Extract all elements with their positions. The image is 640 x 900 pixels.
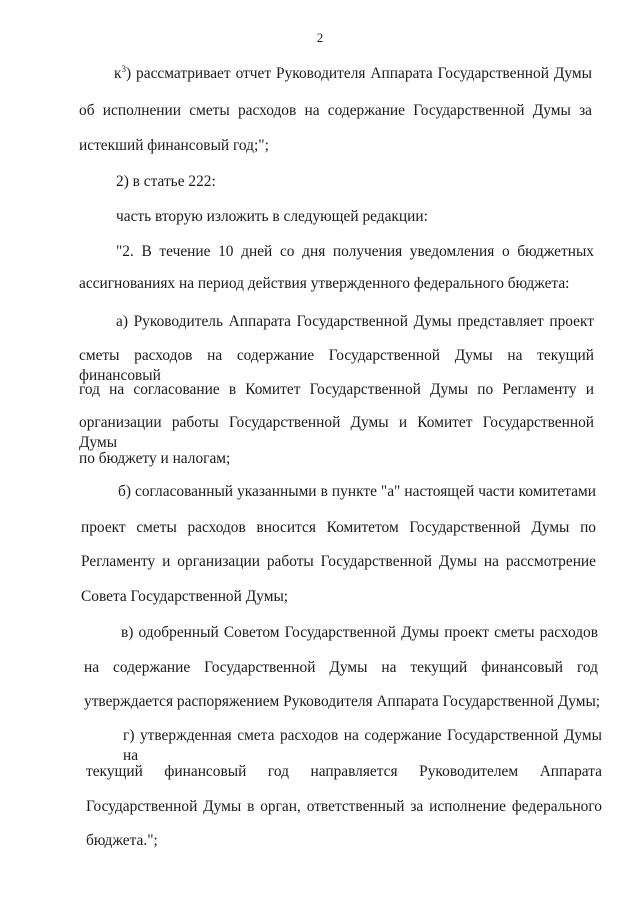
text-line: год на согласование в Комитет Государственной Думы по Регламенту и bbox=[79, 381, 594, 398]
text-line: проект сметы расходов вносится Комитетом Государственной Думы по bbox=[81, 519, 596, 536]
text-line: истекший финансовый год;"; bbox=[79, 137, 269, 154]
page-number: 2 bbox=[316, 30, 324, 45]
text-line: 2) в статье 222: bbox=[116, 173, 216, 190]
text-line: в) одобренный Советом Государственной Думы проект сметы расходов bbox=[121, 624, 598, 641]
text-line: а) Руководитель Аппарата Государственной Думы представляет проект bbox=[116, 313, 594, 330]
text-line: б) согласованный указанными в пункте "а" настоящей части комитетами bbox=[118, 483, 596, 500]
text-line: г) утвержденная смета расходов на содержание Государственной Думы на bbox=[123, 727, 602, 764]
text-line: бюджета."; bbox=[86, 832, 158, 849]
text-line: Регламенту и организации работы Государственной Думы на рассмотрение bbox=[81, 553, 596, 570]
text-line: Государственной Думы в орган, ответственный за исполнение федерального bbox=[86, 798, 602, 815]
text-line: об исполнении сметы расходов на содержание Государственной Думы за bbox=[79, 102, 592, 119]
text-line: часть вторую изложить в следующей редакции: bbox=[116, 208, 428, 225]
text-line: "2. В течение 10 дней со дня получения уведомления о бюджетных bbox=[116, 243, 594, 260]
line-text: ) рассматривает отчет Руководителя Аппарата Государственной Думы bbox=[125, 65, 592, 82]
text-line: на содержание Государственной Думы на текущий финансовый год bbox=[84, 659, 598, 676]
text-line bbox=[114, 64, 592, 84]
text-line: организации работы Государственной Думы и Комитет Государственной Думы bbox=[79, 414, 594, 451]
text-line: сметы расходов на содержание Государственной Думы на текущий финансовый bbox=[79, 347, 594, 384]
item-superscript: 3 bbox=[121, 63, 126, 74]
text-line: Совета Государственной Думы; bbox=[81, 588, 289, 605]
text-line: текущий финансовый год направляется Руководителем Аппарата bbox=[86, 763, 602, 780]
text-line: ассигнованиях на период действия утвержденного федерального бюджета: bbox=[79, 275, 570, 292]
item-letter: к bbox=[114, 65, 122, 82]
text-line: по бюджету и налогам; bbox=[79, 450, 231, 467]
text-line: утверждается распоряжением Руководителя Аппарата Государственной Думы; bbox=[84, 693, 601, 710]
